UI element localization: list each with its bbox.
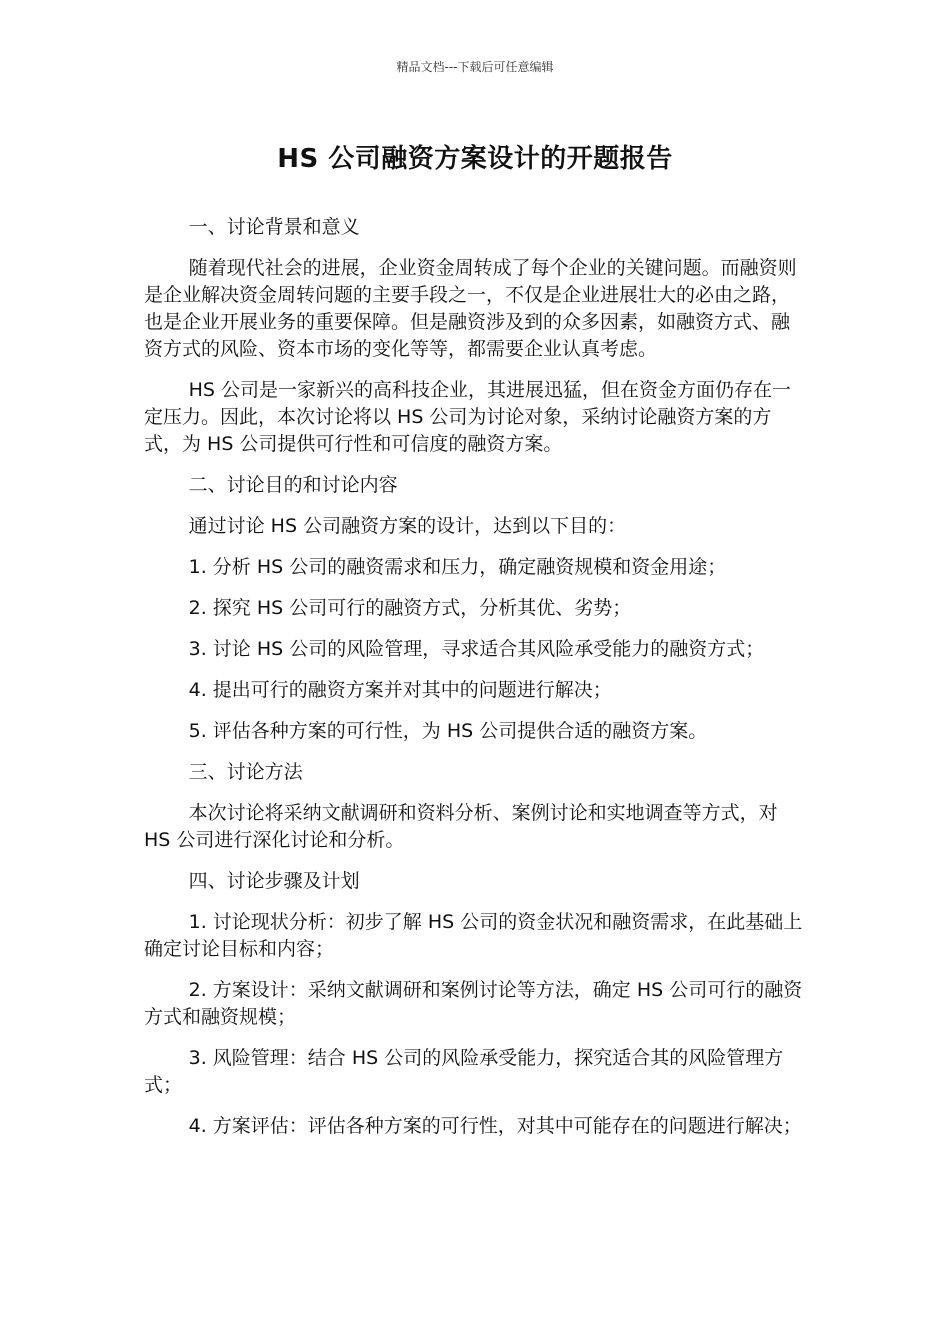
paragraph-method: 本次讨论将采纳文献调研和资料分析、案例讨论和实地调查等方式，对 HS 公司进行深化讨论和分析。 xyxy=(144,802,778,851)
section-heading-3: 三、讨论方法 xyxy=(188,761,303,783)
list-item-purpose-3: 3. 讨论 HS 公司的风险管理，寻求适合其风险承受能力的融资方式； xyxy=(188,638,765,660)
list-item-step-3: 3. 风险管理：结合 HS 公司的风险承受能力，探究适合其的风险管理方式； xyxy=(144,1047,784,1096)
header-note: 精品文档---下载后可任意编辑 xyxy=(396,60,554,74)
paragraph-hs-company: HS 公司是一家新兴的高科技企业，其进展迅猛，但在资金方面仍存在一定压力。因此，本次讨论将以 HS 公司为讨论对象，采纳讨论融资方案的方式，为 HS 公司提供可行性和可信度的融资方案。 xyxy=(144,379,792,455)
list-item-purpose-5: 5. 评估各种方案的可行性，为 HS 公司提供合适的融资方案。 xyxy=(188,720,708,742)
list-item-purpose-4: 4. 提出可行的融资方案并对其中的问题进行解决； xyxy=(188,679,612,701)
section-heading-2: 二、讨论目的和讨论内容 xyxy=(188,474,398,496)
list-item-purpose-2: 2. 探究 HS 公司可行的融资方式，分析其优、劣势； xyxy=(188,597,632,619)
paragraph-background: 随着现代社会的进展，企业资金周转成了每个企业的关键问题。而融资则是企业解决资金周转问题的主要手段之一，不仅是企业进展壮大的必由之路，也是企业开展业务的重要保障。但是融资涉及到的众多因素，如融资方式、融资方式的风险、资本市场的变化等等，都需要企业认真考虑。 xyxy=(144,257,797,360)
list-item-purpose-1: 1. 分析 HS 公司的融资需求和压力，确定融资规模和资金用途； xyxy=(188,556,727,578)
document-body xyxy=(144,214,806,1154)
document-title: HS 公司融资方案设计的开题报告 xyxy=(277,144,673,174)
list-item-step-4: 4. 方案评估：评估各种方案的可行性，对其中可能存在的问题进行解决； xyxy=(188,1115,802,1137)
section-heading-1: 一、讨论背景和意义 xyxy=(188,216,360,238)
list-item-step-2: 2. 方案设计：采纳文献调研和案例讨论等方法，确定 HS 公司可行的融资方式和融资规模； xyxy=(144,979,803,1028)
section-heading-4: 四、讨论步骤及计划 xyxy=(188,870,360,892)
paragraph-purpose-intro: 通过讨论 HS 公司融资方案的设计，达到以下目的： xyxy=(188,515,627,537)
list-item-step-1: 1. 讨论现状分析：初步了解 HS 公司的资金状况和融资需求，在此基础上确定讨论目标和内容； xyxy=(144,911,803,960)
